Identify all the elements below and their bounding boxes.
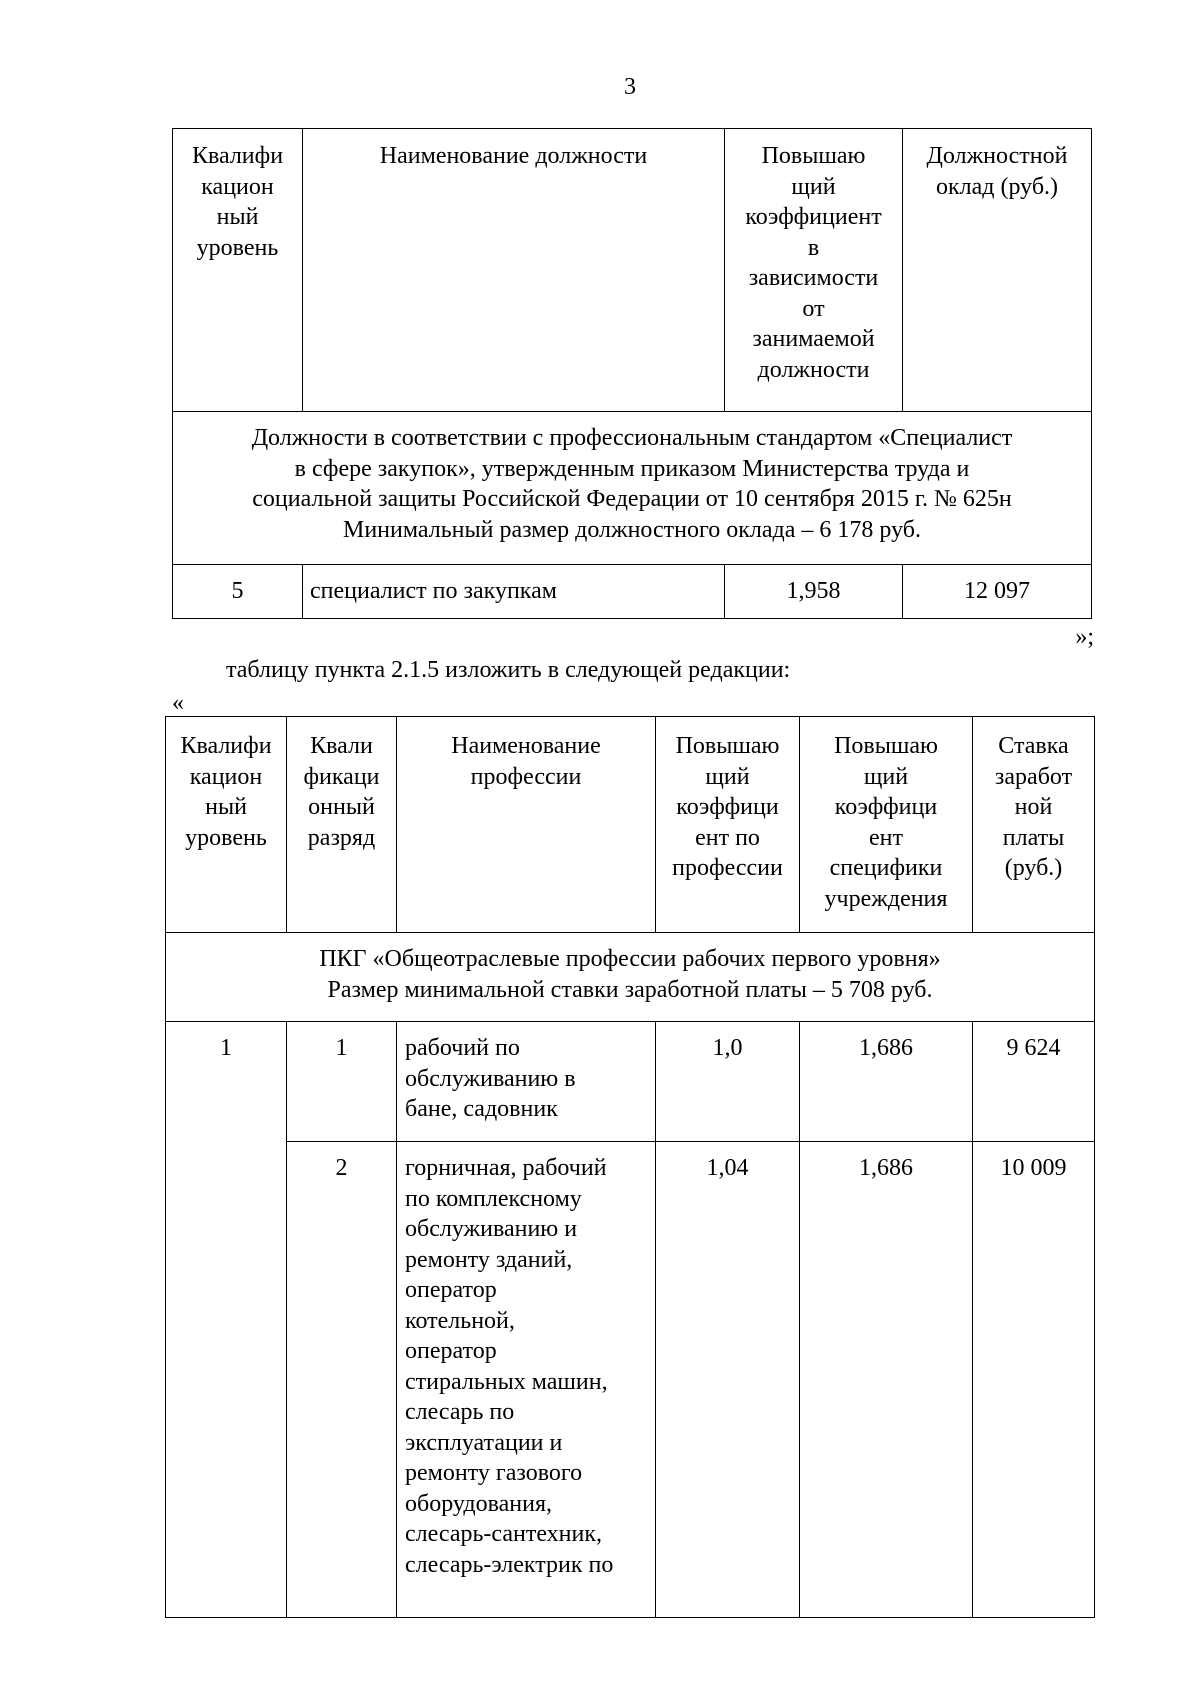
section-text: Должности в соответствии с профессиональным стандартом «Специалист в сфере закупок», утвержденным приказом Министерства труда и социальной защиты Российской Федерации от 10 сентября 2015 г. № 625н Минимальный размер должностного оклада – 6 178 руб.	[173, 412, 1092, 565]
header-level: Квалифи кацион ный уровень	[173, 129, 303, 412]
cell-rate: 10 009	[973, 1142, 1095, 1618]
cell-coef-profession: 1,0	[656, 1022, 800, 1142]
cell-salary: 12 097	[903, 565, 1092, 619]
header-coef-profession: Повышаю щий коэффици ент по профессии	[656, 717, 800, 933]
header-rate: Ставка заработ ной платы (руб.)	[973, 717, 1095, 933]
header-coef-specific: Повышаю щий коэффици ент специфики учреждения	[800, 717, 973, 933]
table-row	[166, 1022, 1095, 1142]
cell-profession: горничная, рабочий по комплексному обслуживанию и ремонту зданий, оператор котельной, оператор стиральных машин, слесарь по эксплуатации и ремонту газового оборудования, слесарь-сантехник, слесарь-электрик по	[397, 1142, 656, 1618]
header-salary: Должностной оклад (руб.)	[903, 129, 1092, 412]
cell-grade: 2	[287, 1142, 397, 1618]
table-header-row	[166, 717, 1095, 933]
cell-position: специалист по закупкам	[303, 565, 725, 619]
positions-table	[172, 128, 1092, 619]
cell-coef-specific: 1,686	[800, 1022, 973, 1142]
cell-rate: 9 624	[973, 1022, 1095, 1142]
cell-profession: рабочий по обслуживанию в бане, садовник	[397, 1022, 656, 1142]
section-row	[166, 933, 1095, 1022]
professions-table	[165, 716, 1095, 1618]
header-grade: Квали фикаци онный разряд	[287, 717, 397, 933]
closing-quote: »;	[1075, 624, 1094, 650]
cell-coefficient: 1,958	[725, 565, 903, 619]
cell-coef-specific: 1,686	[800, 1142, 973, 1618]
cell-level: 5	[173, 565, 303, 619]
header-coefficient: Повышаю щий коэффициент в зависимости от занимаемой должности	[725, 129, 903, 412]
page-number: 3	[624, 74, 636, 100]
table-row	[173, 565, 1092, 619]
cell-grade: 1	[287, 1022, 397, 1142]
opening-quote: «	[172, 690, 184, 716]
cell-coef-profession: 1,04	[656, 1142, 800, 1618]
table-row	[166, 1142, 1095, 1618]
cell-level: 1	[166, 1022, 287, 1618]
section-row	[173, 412, 1092, 565]
header-profession: Наименование профессии	[397, 717, 656, 933]
table-header-row	[173, 129, 1092, 412]
header-position: Наименование должности	[303, 129, 725, 412]
intro-text: таблицу пункта 2.1.5 изложить в следующей редакции:	[226, 657, 791, 683]
header-level: Квалифи кацион ный уровень	[166, 717, 287, 933]
section-text: ПКГ «Общеотраслевые профессии рабочих первого уровня» Размер минимальной ставки заработной платы – 5 708 руб.	[166, 933, 1095, 1022]
